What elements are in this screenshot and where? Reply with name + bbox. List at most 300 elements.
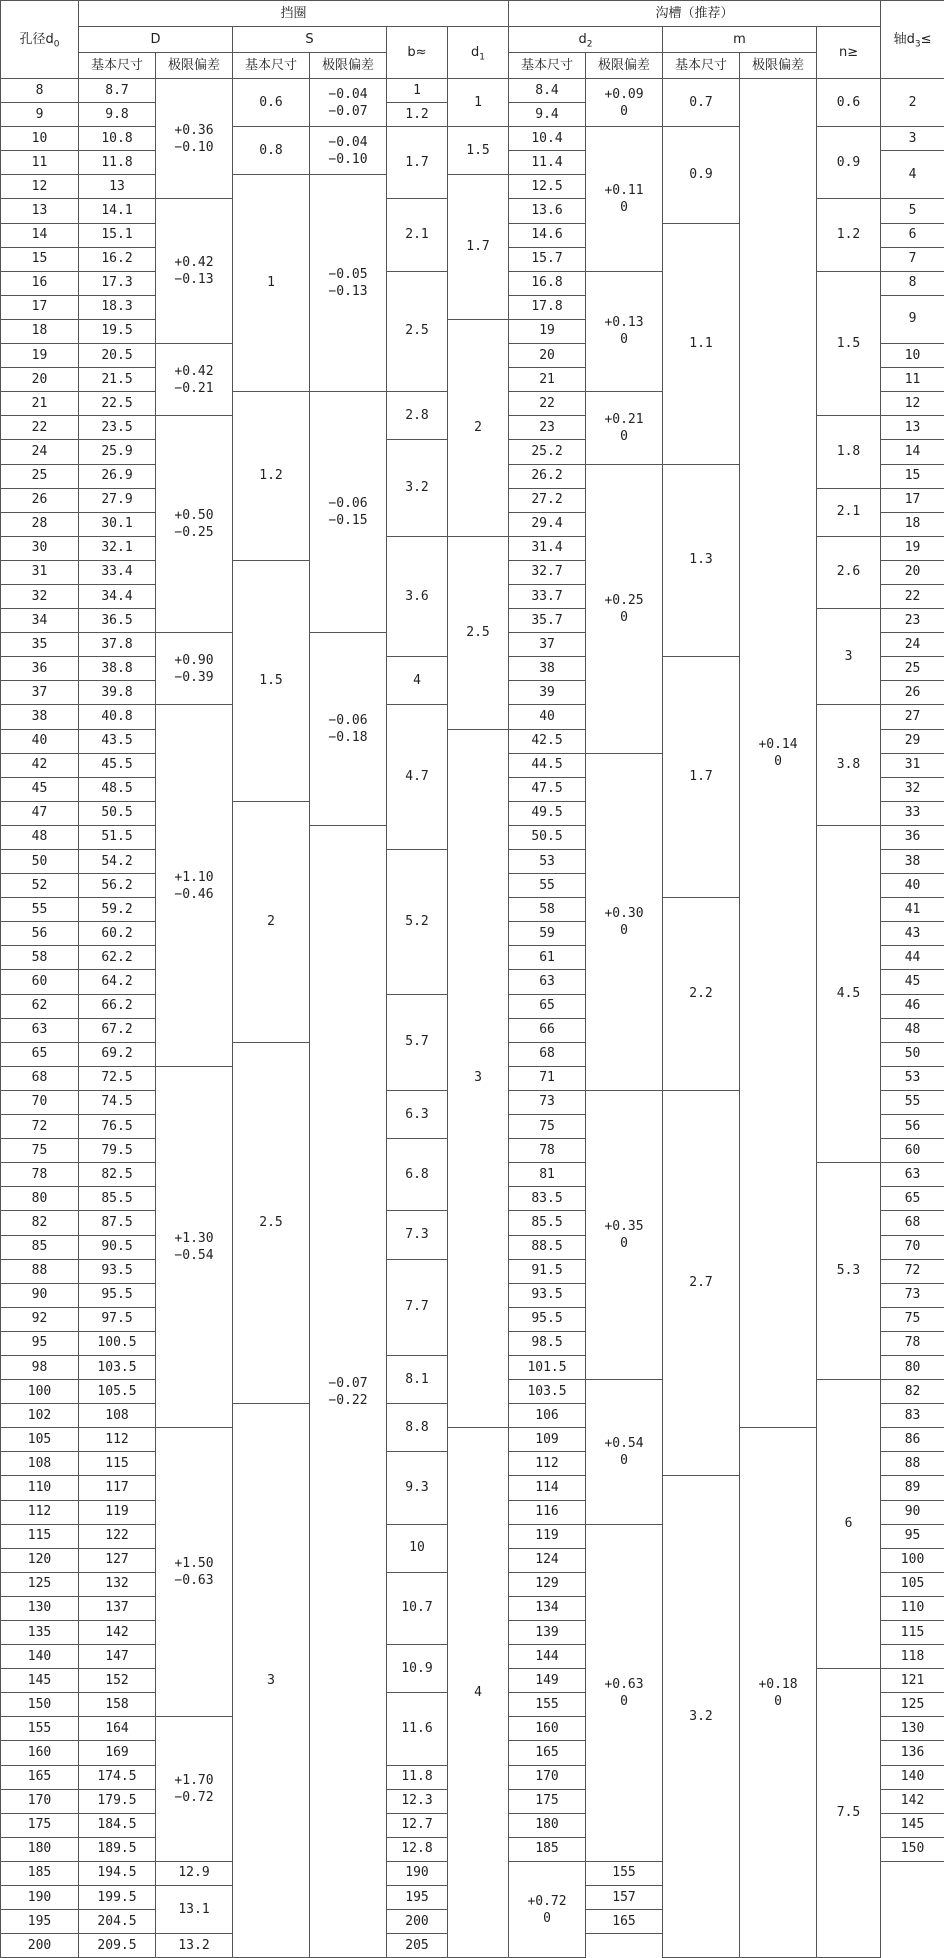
cell-n: 1.5 (817, 271, 881, 416)
cell-D-basic: 27.9 (79, 488, 156, 512)
cell-D-basic: 127 (79, 1548, 156, 1572)
cell-d3: 7 (881, 247, 944, 271)
label: 轴d (894, 32, 915, 47)
cell-d0: 30 (1, 536, 79, 560)
cell-d3: 48 (881, 1018, 944, 1042)
cell-d2-tol: +0.54 0 (586, 1380, 663, 1525)
cell-n: 3 (817, 609, 881, 705)
cell-D-basic: 204.5 (79, 1910, 156, 1934)
cell-d2-basic: 119 (509, 1524, 586, 1548)
cell-d2-basic: 144 (509, 1645, 586, 1669)
cell-d0: 155 (1, 1717, 79, 1741)
cell-S-tol: −0.04 −0.07 (310, 79, 387, 127)
cell-D-tol: +1.50 −0.63 (156, 1428, 233, 1717)
subscript: 2 (587, 39, 593, 49)
cell-d1: 1 (448, 79, 509, 127)
cell-d3: 32 (881, 777, 944, 801)
cell-d2-basic: 10.4 (509, 127, 586, 151)
cell-d0: 190 (1, 1886, 79, 1910)
cell-d0: 185 (1, 1861, 79, 1885)
cell-D-tol: +1.10 −0.46 (156, 705, 233, 1066)
cell-S-basic: 1.5 (233, 560, 310, 801)
cell-D-tol: +0.50 −0.25 (156, 416, 233, 633)
cell-d3: 26 (881, 681, 944, 705)
label: 孔径d (20, 32, 54, 47)
cell-d2-basic: 29.4 (509, 512, 586, 536)
cell-d3: 157 (586, 1886, 663, 1910)
cell-d0: 130 (1, 1596, 79, 1620)
cell-d0: 125 (1, 1572, 79, 1596)
cell-d0: 145 (1, 1669, 79, 1693)
cell-d2-basic: 112 (509, 1452, 586, 1476)
cell-d3: 65 (881, 1187, 944, 1211)
cell-d2-basic: 44.5 (509, 753, 586, 777)
cell-m-basic: 1.1 (663, 223, 740, 464)
cell-n: 6 (817, 1380, 881, 1669)
cell-d2-basic: 31.4 (509, 536, 586, 560)
cell-D-basic: 95.5 (79, 1283, 156, 1307)
cell-d0: 68 (1, 1066, 79, 1090)
cell-d2-basic: 53 (509, 850, 586, 874)
cell-d3: 100 (881, 1548, 944, 1572)
cell-d0: 98 (1, 1355, 79, 1379)
cell-d0: 78 (1, 1163, 79, 1187)
cell-b: 13.1 (156, 1886, 233, 1934)
cell-D-basic: 105.5 (79, 1380, 156, 1404)
cell-D-basic: 122 (79, 1524, 156, 1548)
cell-D-basic: 34.4 (79, 584, 156, 608)
cell-d0: 19 (1, 344, 79, 368)
header-d-tol: 极限偏差 (156, 53, 233, 79)
cell-d3: 4 (881, 151, 944, 199)
header-d2-basic: 基本尺寸 (509, 53, 586, 79)
cell-d3: 53 (881, 1066, 944, 1090)
subscript: 1 (479, 52, 485, 62)
cell-D-basic: 25.9 (79, 440, 156, 464)
cell-n: 1.2 (817, 199, 881, 271)
cell-d3: 89 (881, 1476, 944, 1500)
cell-d0: 95 (1, 1331, 79, 1355)
cell-d0: 175 (1, 1813, 79, 1837)
cell-D-tol: +0.42 −0.13 (156, 199, 233, 344)
cell-D-basic: 194.5 (79, 1861, 156, 1885)
cell-d0: 25 (1, 464, 79, 488)
cell-d2-basic: 175 (509, 1789, 586, 1813)
cell-d3: 40 (881, 874, 944, 898)
cell-d2-basic: 205 (387, 1934, 448, 1958)
cell-D-basic: 60.2 (79, 922, 156, 946)
cell-b: 12.9 (156, 1861, 233, 1885)
cell-D-basic: 100.5 (79, 1331, 156, 1355)
cell-d0: 55 (1, 898, 79, 922)
cell-d3: 150 (881, 1837, 944, 1861)
cell-d3: 121 (881, 1669, 944, 1693)
cell-D-basic: 158 (79, 1693, 156, 1717)
cell-D-basic: 56.2 (79, 874, 156, 898)
cell-d3: 118 (881, 1645, 944, 1669)
cell-d2-basic: 155 (509, 1693, 586, 1717)
cell-d2-basic: 37 (509, 633, 586, 657)
header-n: n≥ (817, 27, 881, 79)
cell-d3: 25 (881, 657, 944, 681)
cell-D-basic: 43.5 (79, 729, 156, 753)
cell-d2-basic: 101.5 (509, 1355, 586, 1379)
cell-d0: 62 (1, 994, 79, 1018)
cell-d2-basic: 190 (387, 1861, 448, 1885)
cell-S-tol: −0.05 −0.13 (310, 175, 387, 392)
cell-d0: 34 (1, 609, 79, 633)
cell-d2-basic: 195 (387, 1886, 448, 1910)
cell-D-basic: 147 (79, 1645, 156, 1669)
cell-D-basic: 14.1 (79, 199, 156, 223)
cell-d2-basic: 63 (509, 970, 586, 994)
cell-D-basic: 16.2 (79, 247, 156, 271)
cell-m-basic: 0.7 (663, 79, 740, 127)
cell-d3: 27 (881, 705, 944, 729)
cell-d3: 2 (881, 79, 944, 127)
cell-d0: 17 (1, 295, 79, 319)
cell-d3: 115 (881, 1621, 944, 1645)
cell-d2-basic: 185 (509, 1837, 586, 1861)
cell-d2-basic: 59 (509, 922, 586, 946)
cell-d0: 80 (1, 1187, 79, 1211)
cell-d2-basic: 47.5 (509, 777, 586, 801)
cell-d2-basic: 83.5 (509, 1187, 586, 1211)
cell-d3: 70 (881, 1235, 944, 1259)
cell-d0: 14 (1, 223, 79, 247)
cell-n: 2.6 (817, 536, 881, 608)
cell-d1: 1.5 (448, 127, 509, 175)
cell-S-basic: 0.8 (233, 127, 310, 175)
cell-d2-basic: 170 (509, 1765, 586, 1789)
cell-D-basic: 112 (79, 1428, 156, 1452)
cell-D-basic: 23.5 (79, 416, 156, 440)
cell-D-tol: +1.70 −0.72 (156, 1717, 233, 1862)
cell-d0: 170 (1, 1789, 79, 1813)
cell-D-basic: 66.2 (79, 994, 156, 1018)
cell-d3: 80 (881, 1355, 944, 1379)
cell-d3: 140 (881, 1765, 944, 1789)
cell-b: 8.1 (387, 1355, 448, 1403)
cell-d3: 145 (881, 1813, 944, 1837)
cell-D-basic: 18.3 (79, 295, 156, 319)
cell-d2-basic: 65 (509, 994, 586, 1018)
cell-d2-basic: 16.8 (509, 271, 586, 295)
cell-d2-basic: 129 (509, 1572, 586, 1596)
cell-d2-tol: +0.30 0 (586, 753, 663, 1090)
cell-b: 7.3 (387, 1211, 448, 1259)
cell-d0: 37 (1, 681, 79, 705)
cell-d0: 160 (1, 1741, 79, 1765)
label: d (579, 32, 587, 47)
cell-d0: 120 (1, 1548, 79, 1572)
cell-d2-basic: 17.8 (509, 295, 586, 319)
subscript: 0 (54, 39, 60, 49)
cell-b: 10.9 (387, 1645, 448, 1693)
cell-d3: 8 (881, 271, 944, 295)
cell-D-basic: 33.4 (79, 560, 156, 584)
cell-d2-basic: 71 (509, 1066, 586, 1090)
cell-d3: 23 (881, 609, 944, 633)
cell-d0: 50 (1, 850, 79, 874)
cell-b: 9.3 (387, 1452, 448, 1524)
cell-d2-tol: +0.25 0 (586, 464, 663, 753)
header-shaft-diameter (881, 1, 944, 79)
cell-b: 5.7 (387, 994, 448, 1090)
cell-d3: 72 (881, 1259, 944, 1283)
cell-d2-basic: 124 (509, 1548, 586, 1572)
cell-d3: 50 (881, 1042, 944, 1066)
cell-S-basic: 3 (233, 1404, 310, 1958)
cell-D-tol: +1.30 −0.54 (156, 1066, 233, 1427)
cell-d2-basic: 55 (509, 874, 586, 898)
cell-D-tol: +0.90 −0.39 (156, 633, 233, 705)
cell-d0: 52 (1, 874, 79, 898)
cell-b: 3.6 (387, 536, 448, 656)
cell-d3: 83 (881, 1404, 944, 1428)
table-row (1, 1428, 944, 1452)
cell-d0: 85 (1, 1235, 79, 1259)
cell-d0: 60 (1, 970, 79, 994)
cell-D-basic: 174.5 (79, 1765, 156, 1789)
cell-d0: 10 (1, 127, 79, 151)
cell-S-basic: 2 (233, 801, 310, 1042)
cell-D-basic: 69.2 (79, 1042, 156, 1066)
cell-d0: 180 (1, 1837, 79, 1861)
cell-D-basic: 108 (79, 1404, 156, 1428)
cell-d3: 165 (586, 1910, 663, 1934)
cell-d0: 92 (1, 1307, 79, 1331)
cell-b: 3.2 (387, 440, 448, 536)
cell-n: 3.8 (817, 705, 881, 825)
cell-d2-basic: 20 (509, 344, 586, 368)
cell-d2-basic: 15.7 (509, 247, 586, 271)
cell-n: 2.1 (817, 488, 881, 536)
cell-d2-basic: 91.5 (509, 1259, 586, 1283)
cell-n: 0.9 (817, 127, 881, 199)
cell-d2-basic: 12.5 (509, 175, 586, 199)
cell-S-tol: −0.04 −0.10 (310, 127, 387, 175)
cell-d0: 75 (1, 1139, 79, 1163)
header-d2 (509, 27, 663, 53)
cell-d0: 32 (1, 584, 79, 608)
cell-d2-basic: 32.7 (509, 560, 586, 584)
cell-d3: 68 (881, 1211, 944, 1235)
cell-d3: 78 (881, 1331, 944, 1355)
cell-d3: 3 (881, 127, 944, 151)
cell-d3: 14 (881, 440, 944, 464)
cell-d3: 19 (881, 536, 944, 560)
cell-d2-basic: 9.4 (509, 103, 586, 127)
cell-D-basic: 38.8 (79, 657, 156, 681)
cell-d0: 20 (1, 368, 79, 392)
cell-d0: 150 (1, 1693, 79, 1717)
cell-d2-basic: 61 (509, 946, 586, 970)
cell-D-basic: 189.5 (79, 1837, 156, 1861)
cell-b: 12.8 (387, 1837, 448, 1861)
cell-d2-basic: 27.2 (509, 488, 586, 512)
cell-D-tol: +0.36 −0.10 (156, 79, 233, 199)
header-m-tol: 极限偏差 (740, 53, 817, 79)
cell-d3: 20 (881, 560, 944, 584)
cell-D-basic: 59.2 (79, 898, 156, 922)
cell-d0: 56 (1, 922, 79, 946)
cell-d3: 24 (881, 633, 944, 657)
cell-D-basic: 20.5 (79, 344, 156, 368)
subscript: 3 (915, 39, 921, 49)
cell-d1: 2 (448, 319, 509, 536)
cell-d2-basic: 23 (509, 416, 586, 440)
cell-d0: 102 (1, 1404, 79, 1428)
cell-D-basic: 76.5 (79, 1115, 156, 1139)
cell-D-basic: 13 (79, 175, 156, 199)
cell-d2-basic: 116 (509, 1500, 586, 1524)
cell-d3: 142 (881, 1789, 944, 1813)
cell-d3: 12 (881, 392, 944, 416)
cell-d0: 110 (1, 1476, 79, 1500)
cell-D-basic: 184.5 (79, 1813, 156, 1837)
cell-d3: 60 (881, 1139, 944, 1163)
cell-d0: 13 (1, 199, 79, 223)
cell-D-basic: 119 (79, 1500, 156, 1524)
cell-S-tol: −0.06 −0.18 (310, 633, 387, 826)
cell-D-basic: 209.5 (79, 1934, 156, 1958)
cell-D-basic: 74.5 (79, 1090, 156, 1114)
cell-n: 0.6 (817, 79, 881, 127)
cell-d0: 108 (1, 1452, 79, 1476)
cell-d3: 110 (881, 1596, 944, 1620)
cell-d0: 36 (1, 657, 79, 681)
header-d-basic: 基本尺寸 (79, 53, 156, 79)
cell-d0: 90 (1, 1283, 79, 1307)
cell-d2-tol: +0.72 0 (509, 1861, 586, 1957)
cell-d0: 12 (1, 175, 79, 199)
cell-d2-basic: 38 (509, 657, 586, 681)
cell-D-basic: 40.8 (79, 705, 156, 729)
cell-d1: 4 (448, 1428, 509, 1958)
cell-b: 2.1 (387, 199, 448, 271)
header-retainer: 挡圈 (79, 1, 509, 27)
cell-d0: 115 (1, 1524, 79, 1548)
cell-d2-basic: 13.6 (509, 199, 586, 223)
cell-d0: 8 (1, 79, 79, 103)
cell-d2-tol: +0.35 0 (586, 1090, 663, 1379)
cell-d0: 16 (1, 271, 79, 295)
cell-S-basic: 1 (233, 175, 310, 392)
cell-d0: 42 (1, 753, 79, 777)
cell-d2-tol: +0.21 0 (586, 392, 663, 464)
cell-d2-basic: 50.5 (509, 825, 586, 849)
cell-d2-basic: 68 (509, 1042, 586, 1066)
cell-D-basic: 11.8 (79, 151, 156, 175)
cell-d0: 165 (1, 1765, 79, 1789)
cell-S-basic: 1.2 (233, 392, 310, 561)
cell-b: 5.2 (387, 850, 448, 995)
cell-D-basic: 179.5 (79, 1789, 156, 1813)
cell-d2-tol: +0.63 0 (586, 1524, 663, 1861)
cell-d3: 45 (881, 970, 944, 994)
cell-D-basic: 22.5 (79, 392, 156, 416)
cell-d3: 33 (881, 801, 944, 825)
cell-D-basic: 51.5 (79, 825, 156, 849)
cell-d3: 130 (881, 1717, 944, 1741)
cell-d2-tol: +0.13 0 (586, 271, 663, 391)
cell-d3: 75 (881, 1307, 944, 1331)
cell-d0: 100 (1, 1380, 79, 1404)
cell-d2-basic: 149 (509, 1669, 586, 1693)
cell-m-basic: 1.3 (663, 464, 740, 657)
cell-D-basic: 15.1 (79, 223, 156, 247)
cell-d3: 95 (881, 1524, 944, 1548)
cell-b: 1 (387, 79, 448, 103)
cell-d0: 200 (1, 1934, 79, 1958)
cell-d2-basic: 81 (509, 1163, 586, 1187)
cell-d2-basic: 14.6 (509, 223, 586, 247)
cell-d2-basic: 85.5 (509, 1211, 586, 1235)
cell-S-basic: 0.6 (233, 79, 310, 127)
cell-D-basic: 87.5 (79, 1211, 156, 1235)
cell-d3: 36 (881, 825, 944, 849)
cell-d0: 70 (1, 1090, 79, 1114)
header-s-basic: 基本尺寸 (233, 53, 310, 79)
cell-D-basic: 115 (79, 1452, 156, 1476)
cell-b: 10 (387, 1524, 448, 1572)
cell-d3: 82 (881, 1380, 944, 1404)
cell-b: 13.2 (156, 1934, 233, 1958)
cell-D-basic: 79.5 (79, 1139, 156, 1163)
cell-D-basic: 90.5 (79, 1235, 156, 1259)
cell-d3: 43 (881, 922, 944, 946)
cell-d1: 2.5 (448, 536, 509, 729)
cell-n: 4.5 (817, 825, 881, 1162)
cell-d0: 88 (1, 1259, 79, 1283)
cell-D-basic: 17.3 (79, 271, 156, 295)
table-row (1, 79, 944, 103)
cell-d3: 22 (881, 584, 944, 608)
cell-d3: 88 (881, 1452, 944, 1476)
cell-d2-basic: 88.5 (509, 1235, 586, 1259)
cell-D-basic: 36.5 (79, 609, 156, 633)
cell-d0: 38 (1, 705, 79, 729)
cell-m-basic: 2.2 (663, 898, 740, 1091)
cell-d0: 18 (1, 319, 79, 343)
cell-d3: 10 (881, 344, 944, 368)
cell-D-basic: 132 (79, 1572, 156, 1596)
cell-d2-basic: 49.5 (509, 801, 586, 825)
cell-d3: 17 (881, 488, 944, 512)
cell-n: 5.3 (817, 1163, 881, 1380)
cell-d2-basic: 26.2 (509, 464, 586, 488)
cell-d0: 195 (1, 1910, 79, 1934)
cell-b: 6.8 (387, 1139, 448, 1211)
cell-d2-tol: +0.09 0 (586, 79, 663, 127)
cell-m-tol: +0.18 0 (740, 1428, 817, 1958)
cell-d3: 11 (881, 368, 944, 392)
cell-d3: 18 (881, 512, 944, 536)
cell-D-basic: 199.5 (79, 1886, 156, 1910)
cell-d0: 11 (1, 151, 79, 175)
cell-d2-basic: 95.5 (509, 1307, 586, 1331)
cell-D-basic: 30.1 (79, 512, 156, 536)
cell-d1: 3 (448, 729, 509, 1428)
cell-d2-basic: 33.7 (509, 584, 586, 608)
cell-d2-basic: 103.5 (509, 1380, 586, 1404)
cell-d0: 112 (1, 1500, 79, 1524)
cell-b: 12.3 (387, 1789, 448, 1813)
cell-D-basic: 50.5 (79, 801, 156, 825)
cell-b: 11.6 (387, 1693, 448, 1765)
cell-d0: 35 (1, 633, 79, 657)
